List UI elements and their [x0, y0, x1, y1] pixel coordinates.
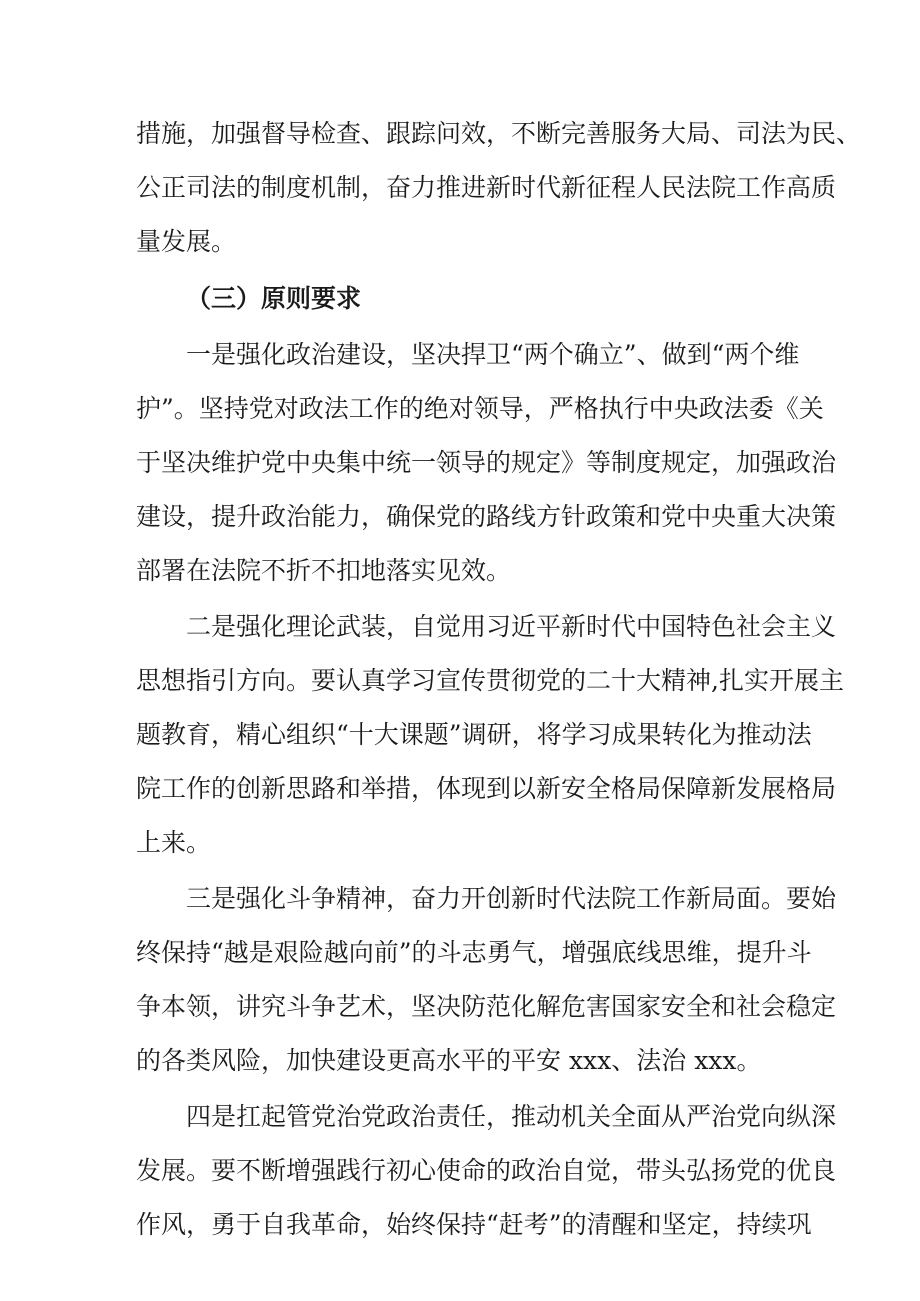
paragraph-4-line-3: 作风，勇于自我革命，始终保持“赶考”的清醒和坚定，持续巩 — [136, 1210, 812, 1239]
paragraph-2-line-2: 思想指引方向。要认真学习宣传贯彻党的二十大精神,扎实开展主 — [136, 666, 844, 695]
paragraph-3-line-2: 终保持“越是艰险越向前”的斗志勇气，增强底线思维，提升斗 — [136, 938, 812, 967]
paragraph-3-line-3: 争本领，讲究斗争艺术，坚决防范化解危害国家安全和社会稳定 — [136, 992, 837, 1021]
intro-line-1: 措施，加强督导检查、跟踪问效，不断完善服务大局、司法为民、 — [136, 119, 862, 148]
paragraph-1-line-5: 部署在法院不折不扣地落实见效。 — [136, 556, 512, 585]
paragraph-3-line-1: 三是强化斗争精神，奋力开创新时代法院工作新局面。要始 — [186, 884, 837, 913]
paragraph-1-line-4: 建设，提升政治能力，确保党的路线方针政策和党中央重大决策 — [136, 502, 837, 531]
paragraph-1-line-1: 一是强化政治建设，坚决捍卫“两个确立”、做到“两个维 — [186, 340, 800, 369]
paragraph-4-line-2: 发展。要不断增强践行初心使命的政治自觉，带头弘扬党的优良 — [136, 1156, 837, 1185]
paragraph-2-line-1: 二是强化理论武装，自觉用习近平新时代中国特色社会主义 — [186, 612, 837, 641]
intro-line-3: 量发展。 — [136, 227, 237, 256]
intro-line-2: 公正司法的制度机制，奋力推进新时代新征程人民法院工作高质 — [136, 173, 837, 202]
section-heading: （三）原则要求 — [186, 284, 362, 313]
paragraph-2-line-4: 院工作的创新思路和举措，体现到以新安全格局保障新发展格局 — [136, 774, 837, 803]
paragraph-1-line-2: 护”。坚持党对政法工作的绝对领导，严格执行中央政法委《关 — [136, 394, 824, 423]
paragraph-2-line-5: 上来。 — [136, 828, 212, 857]
paragraph-3-line-4: 的各类风险，加快建设更高水平的平安 xxx、法治 xxx。 — [136, 1046, 762, 1075]
paragraph-2-line-3: 题教育，精心组织“十大课题”调研，将学习成果转化为推动法 — [136, 720, 812, 749]
paragraph-1-line-3: 于坚决维护党中央集中统一领导的规定》等制度规定，加强政治 — [136, 448, 837, 477]
paragraph-4-line-1: 四是扛起管党治党政治责任，推动机关全面从严治党向纵深 — [186, 1102, 837, 1131]
